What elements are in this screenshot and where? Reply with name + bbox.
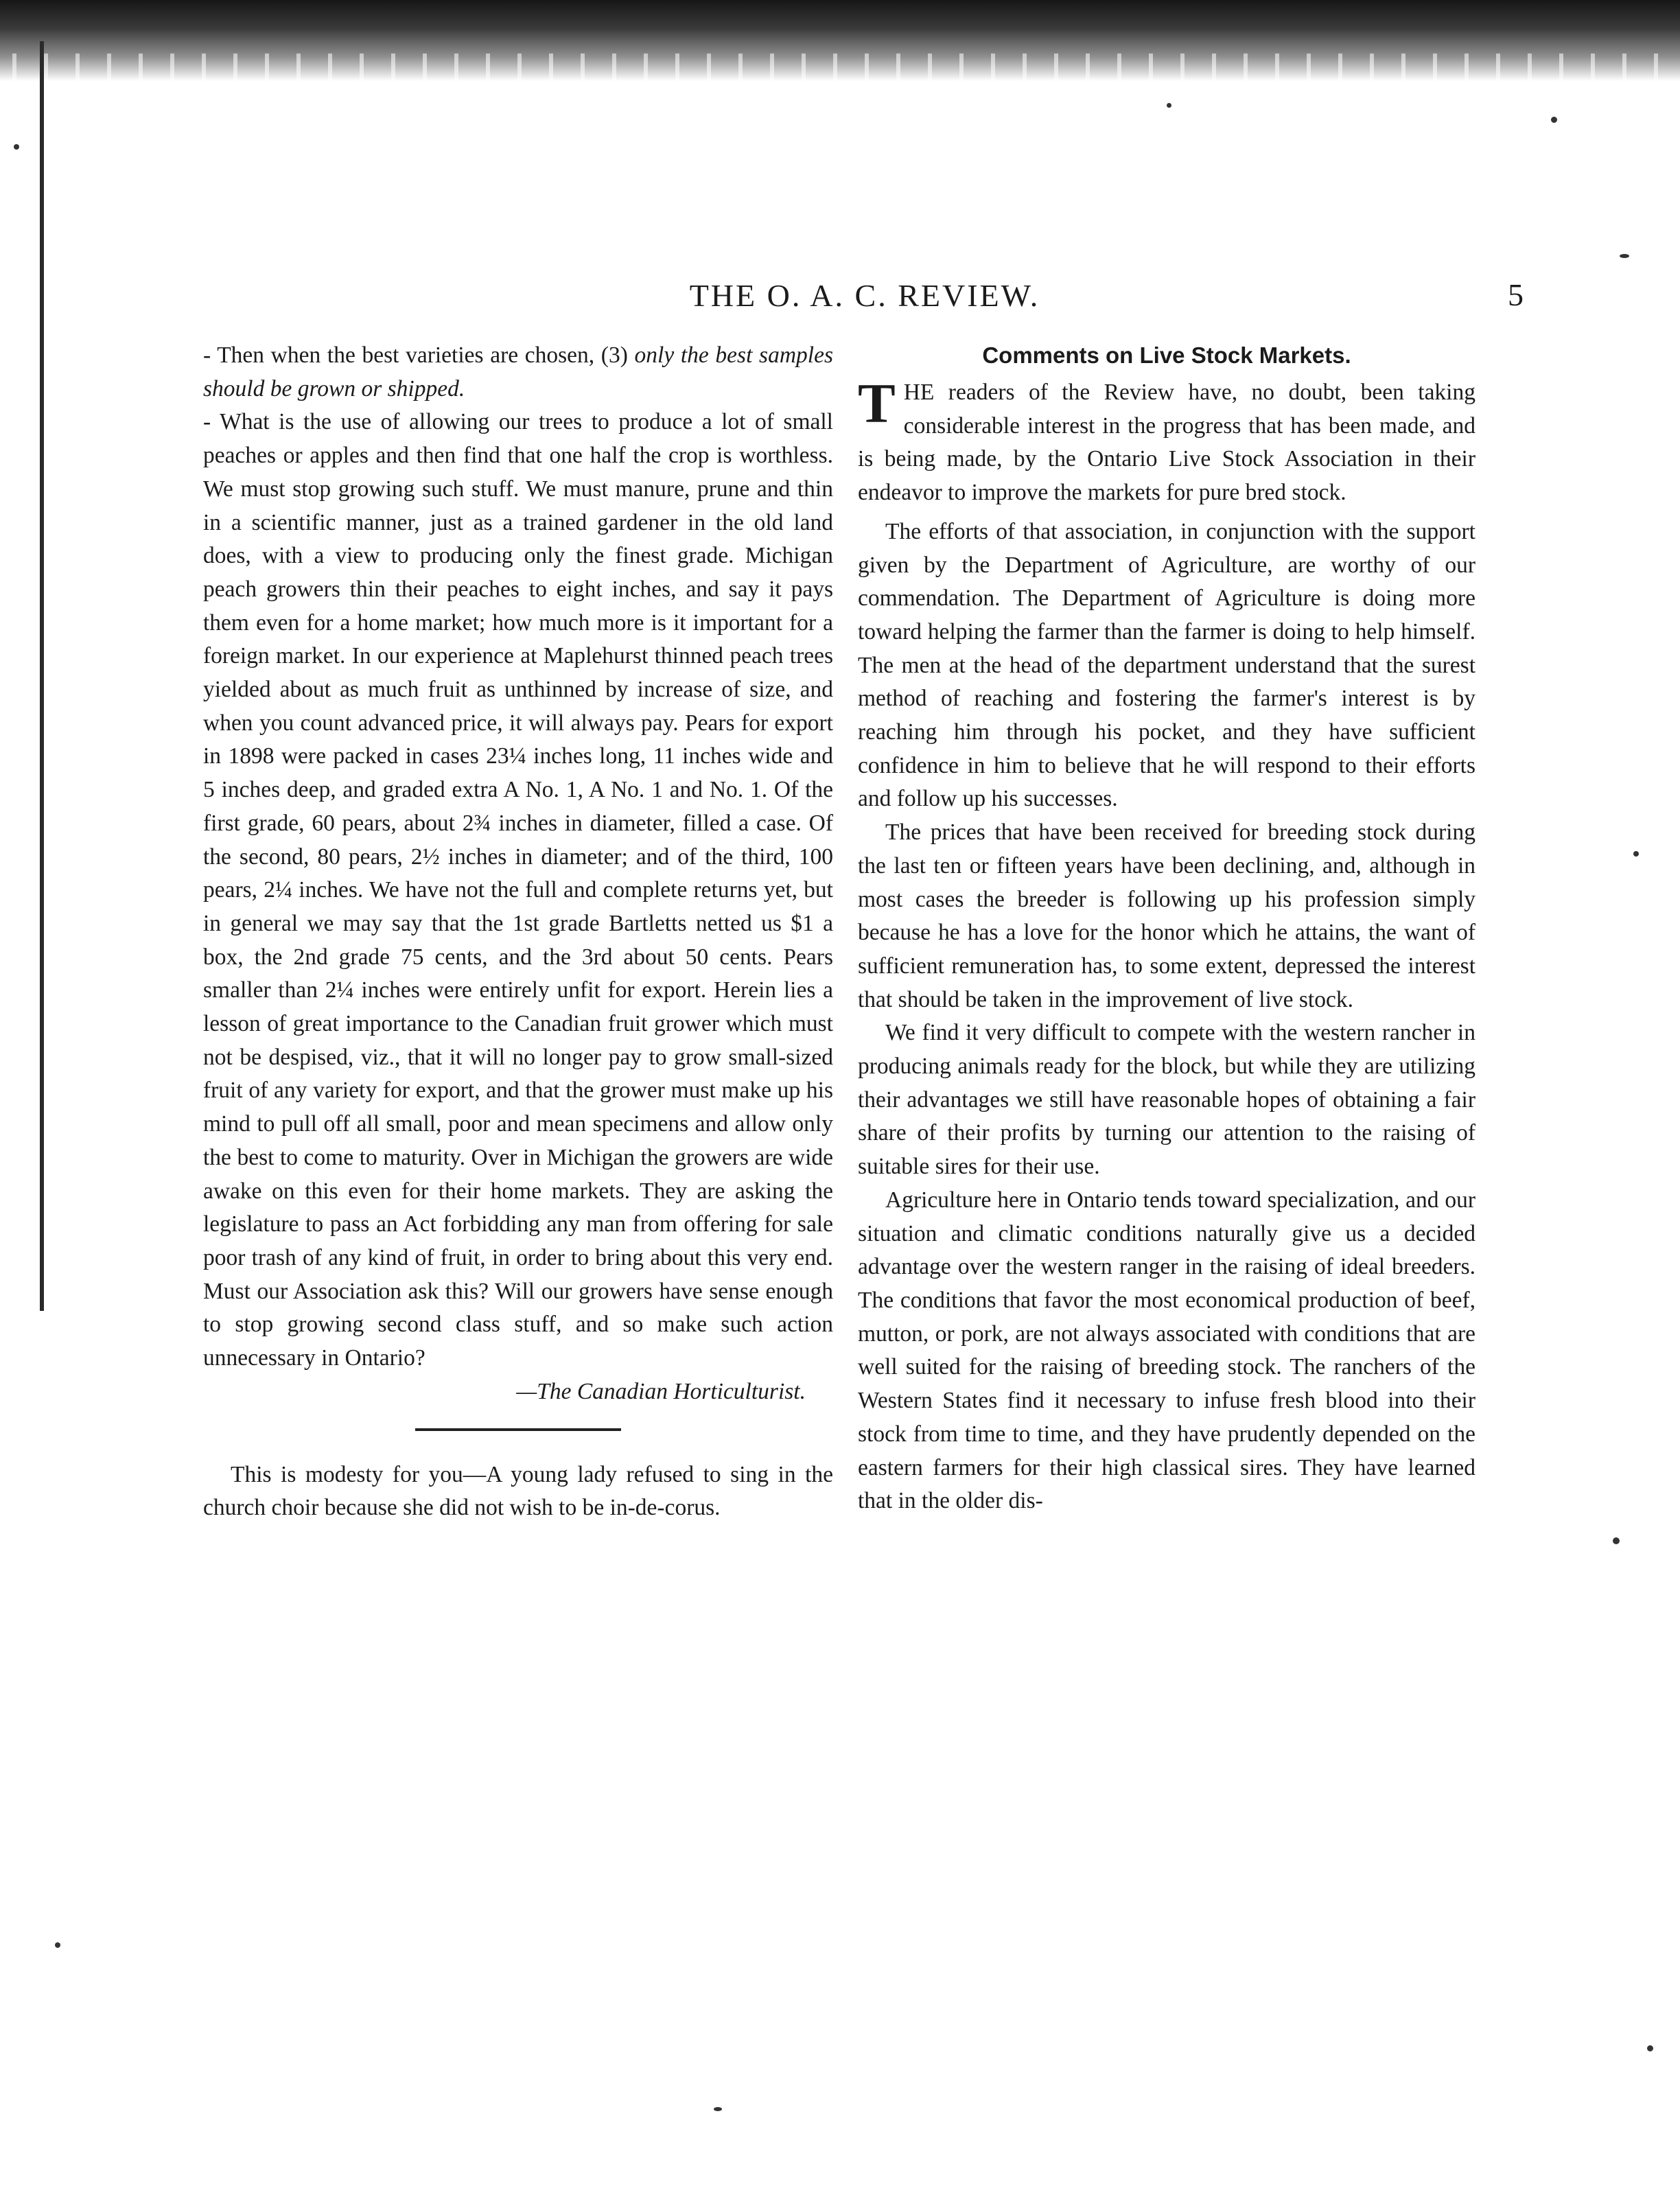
binding-rule (40, 41, 44, 1311)
page-number: 5 (1508, 277, 1524, 312)
paragraph-5: Agriculture here in Ontario tends toward specialization, and our situation and climatic conditions naturally give us a decided advantage over the western ranger in the raising of ideal breeders. The conditions that favor the most economical production of beef, mutton, or pork, are not always associated with conditions that are well suited for the raising of breeding stock. The ranchers of the Western States find it necessary to infuse fresh blood into their stock from time to time, and they have prudently depended on the eastern farmers for their high classical sires. They have learned that in the older dis- (858, 1187, 1475, 1514)
scan-speck (1613, 1537, 1620, 1544)
scan-speck (714, 2107, 722, 2111)
left-column (203, 339, 833, 1525)
scan-speck (55, 1942, 60, 1948)
source-attribution: —The Canadian Horticulturist. (516, 1378, 806, 1404)
scan-speck (1551, 117, 1557, 123)
right-column (858, 339, 1475, 1518)
article-heading: Comments on Live Stock Markets. (982, 342, 1351, 368)
running-header (206, 275, 1524, 316)
paragraph-2: The efforts of that association, in conjunction with the support given by the Department of Agriculture, are worthy of our commendation. The Department of Agriculture is doing more toward helping the farmer than the farmer is doing to help himself. The men at the head of the department understand that the surest method of reaching and fostering the farmer's interest is by reaching him through his pocket, and they have sufficient confidence in him to believe that he will respond to their efforts and follow up his successes. (858, 518, 1475, 812)
paragraph-3: The prices that have been received for breeding stock during the last ten or fifteen years have been declining, and, although in most cases the breeder is following up his profession simply because he has a love for the honor which he attains, the want of sufficient remuneration has, to some extent, depressed the interest that should be taken in the improvement of live stock. (858, 819, 1475, 1012)
paragraph-1 (858, 372, 1475, 510)
scan-speck (14, 144, 19, 150)
lead-italic: only the best samples should be grown or shipped. (203, 342, 833, 402)
section-divider (415, 1428, 621, 1431)
anecdote-paragraph: This is modesty for you—A young lady refused to sing in the church choir because she did not wish to be in-de-corus. (203, 1461, 833, 1521)
scan-top-edge (0, 0, 1680, 81)
paragraph-gap (858, 510, 1475, 515)
drop-cap: T (858, 372, 896, 434)
paragraph-1-text: HE readers of the Review have, no doubt, been taking considerable interest in the progress that has been made, and is being made, by the Ontario Live Stock Association in their endeavor to improve the markets for pure bred stock. (858, 380, 1475, 506)
journal-title: THE O. A. C. REVIEW. (689, 277, 1040, 313)
article-lead (203, 339, 833, 406)
scan-speck (1633, 851, 1639, 857)
article-body: - What is the use of allowing our trees to produce a lot of small peaches or apples and then find that one half the crop is worthless. We must stop growing such stuff. We must manure, prune and thin in a scientific manner, just as a trained gardener in the old land does, with a view to producing only the finest grade. Michigan peach growers thin their peaches to eight inches, and say it pays them even for a home market; how much more is it important for a foreign market. In our experience at Maplehurst thinned peach trees yielded about as much fruit as unthinned by increase of size, and when you count advanced price, it will always pay. Pears for export in 1898 were packed in cases 23¼ inches long, 11 inches wide and 5 inches deep, and graded extra A No. 1, A No. 1 and No. 1. Of the first grade, 60 pears, about 2¾ inches in diameter, filled a case. Of the second, 80 pears, 2½ inches in diameter; and of the third, 100 pears, 2¼ inches. We have not the full and complete returns yet, but in general we may say that the 1st grade Bartletts netted us $1 a box, the 2nd grade 75 cents, and the 3rd about 50 cents. Pears smaller than 2¼ inches were entirely unfit for export. Herein lies a lesson of great importance to the Canadian fruit grower which must not be despised, viz., that it will no longer pay to grow small-sized fruit of any variety for export, and that the grower must make up his mind to pull off all small, poor and mean specimens and allow only the best to come to maturity. Over in Michigan the growers are wide awake on this even for their home markets. They are asking the legislature to pass an Act forbidding any man from offering for sale poor trash of any kind of fruit, in order to bring about this very end. Must our Association ask this? Will our growers have sense enough to stop growing second class stuff, and so make such action unnecessary in Ontario? (203, 409, 833, 1371)
paragraph-4: We find it very difficult to compete with the western rancher in producing animals ready for the block, but while they are utilizing their advantages we still have reasonable hopes of obtaining a fair share of their profits by turning our attention to the raising of suitable sires for their use. (858, 1020, 1475, 1180)
scan-speck (1620, 254, 1629, 258)
scan-speck (1647, 2045, 1653, 2051)
lead-text: - Then when the best varieties are chosen, (3) (203, 342, 628, 368)
scan-speck (1167, 103, 1171, 108)
